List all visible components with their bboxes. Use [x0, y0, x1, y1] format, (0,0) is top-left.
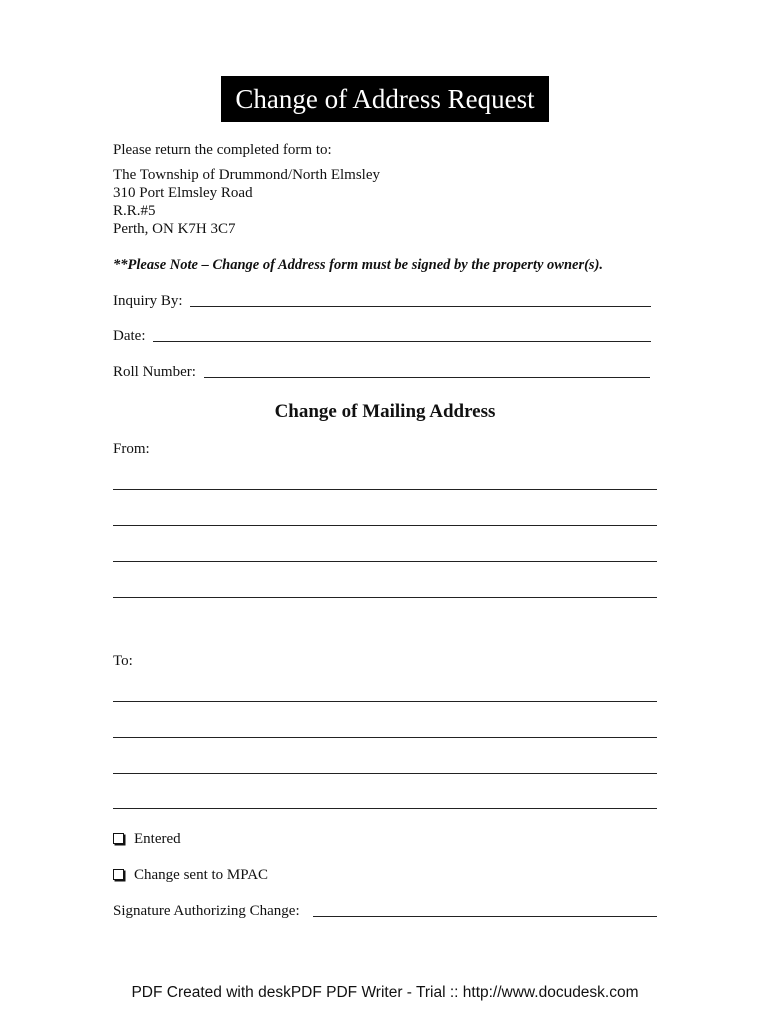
page-title-text: Change of Address Request: [235, 83, 535, 114]
return-instruction: Please return the completed form to:: [113, 142, 332, 158]
change-sent-label: Change sent to MPAC: [134, 867, 269, 883]
inquiry-by-field[interactable]: [190, 306, 651, 307]
from-address-line-3[interactable]: [113, 561, 657, 562]
to-address-line-3[interactable]: [113, 773, 657, 774]
from-address-line-1[interactable]: [113, 489, 657, 490]
address-line-4: Perth, ON K7H 3C7: [113, 221, 236, 237]
date-label: Date:: [113, 328, 146, 344]
address-line-1: The Township of Drummond/North Elmsley: [113, 167, 380, 183]
page-title: [221, 76, 549, 122]
to-address-line-4[interactable]: [113, 808, 657, 809]
section-heading: Change of Mailing Address: [274, 401, 496, 422]
entered-label: Entered: [134, 831, 181, 847]
change-sent-checkbox[interactable]: [113, 869, 124, 880]
owner-signature-note: **Please Note – Change of Address form must be signed by the property owner(s).: [113, 257, 604, 273]
inquiry-by-label: Inquiry By:: [113, 293, 183, 309]
roll-number-label: Roll Number:: [113, 364, 196, 380]
from-label: From:: [113, 441, 150, 457]
address-line-2: 310 Port Elmsley Road: [113, 185, 253, 201]
roll-number-field[interactable]: [204, 377, 650, 378]
to-address-line-1[interactable]: [113, 701, 657, 702]
to-address-line-2[interactable]: [113, 737, 657, 738]
date-field[interactable]: [153, 341, 651, 342]
from-address-line-2[interactable]: [113, 525, 657, 526]
entered-checkbox[interactable]: [113, 833, 124, 844]
address-line-3: R.R.#5: [113, 203, 156, 219]
signature-field[interactable]: [313, 916, 657, 917]
pdf-watermark-footer: PDF Created with deskPDF PDF Writer - Trial :: http://www.docudesk.com: [131, 984, 639, 1001]
from-address-line-4[interactable]: [113, 597, 657, 598]
signature-label: Signature Authorizing Change:: [113, 903, 300, 919]
to-label: To:: [113, 653, 133, 669]
